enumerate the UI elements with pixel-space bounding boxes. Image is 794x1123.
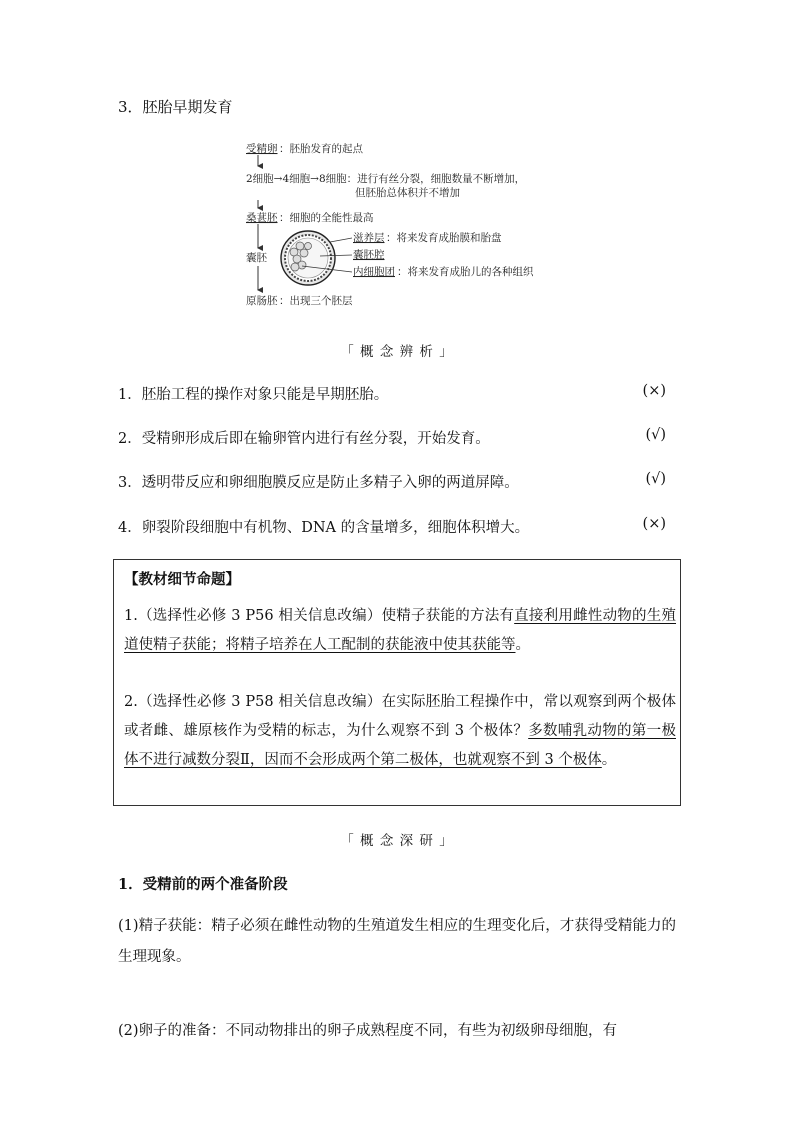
- q1-suffix: 。: [515, 637, 530, 653]
- judgment-mark: (√): [645, 427, 666, 443]
- q1-answer: 直接利用雌性动物的生殖道使精子获能；将精子培养在人工配制的获能液中使其获能等: [124, 608, 677, 653]
- stage3-desc: ：细胞的全能性最高: [279, 212, 374, 224]
- box-title: 【教材细节命题】: [124, 571, 240, 588]
- judgment-item: [118, 471, 666, 492]
- diagram-svg: [240, 138, 570, 313]
- judgment-text: 4．卵裂阶段细胞中有机物、DNA 的含量增多，细胞体积增大。: [118, 520, 530, 536]
- trophoblast-desc: ：将来发育成胎膜和胎盘: [386, 232, 502, 244]
- blastocyst-illustration: [281, 231, 335, 285]
- stage3-label: 桑葚胚: [246, 212, 278, 224]
- stage5-label: 原肠胚: [246, 295, 278, 307]
- stage5-desc: ：出现三个胚层: [279, 295, 353, 307]
- q2-answer: 多数哺乳动物的第一极体不进行减数分裂Ⅱ，因而不会形成两个第二极体，也就观察不到 3 个极体: [124, 723, 676, 768]
- concept-deep-title: 「 概 念 深 研 」: [340, 833, 454, 849]
- judgment-text: 1．胚胎工程的操作对象只能是早期胚胎。: [118, 387, 389, 403]
- deep-paragraph-2: (2)卵子的准备：不同动物排出的卵子成熟程度不同，有些为初级卵母细胞，有: [118, 1023, 618, 1039]
- section-heading: 3．胚胎早期发育: [118, 98, 233, 116]
- stage2-line2: 但胚胎总体积并不增加: [355, 187, 460, 199]
- judgment-item: [118, 516, 666, 537]
- icm-label: 内细胞团: [353, 266, 395, 278]
- judgment-mark: (×): [642, 516, 666, 532]
- deep-subhead: 1．受精前的两个准备阶段: [118, 876, 288, 893]
- trophoblast-label: 滋养层: [353, 232, 385, 244]
- judgment-item: [118, 383, 666, 404]
- textbook-detail-box: [113, 559, 681, 806]
- q2-prefix: 2.（选择性必修 3 P58 相关信息改编）在实际胚胎工程操作中，常以观察到两个极体或者雌、雄原核作为受精的标志，为什么观察不到 3 个极体？: [124, 694, 676, 739]
- judgment-text: 3．透明带反应和卵细胞膜反应是防止多精子入卵的两道屏障。: [118, 475, 519, 491]
- stage4-label: 囊胚: [246, 252, 267, 264]
- icm-desc: ：将来发育成胎儿的各种组织: [397, 266, 534, 278]
- stage2-line1: 2细胞→4细胞→8细胞：进行有丝分裂，细胞数量不断增加，: [246, 173, 526, 185]
- judgment-mark: (√): [645, 471, 666, 487]
- q1-prefix: 1.（选择性必修 3 P56 相关信息改编）使精子获能的方法有: [124, 608, 515, 624]
- embryo-development-diagram: [240, 138, 570, 313]
- blastocoel-label: 囊胚腔: [353, 249, 385, 261]
- stage1-label: 受精卵: [246, 143, 278, 155]
- box-question-1: [124, 602, 676, 660]
- stage1-desc: ：胚胎发育的起点: [279, 143, 363, 155]
- q2-suffix: 。: [601, 752, 617, 768]
- judgment-mark: (×): [642, 383, 666, 399]
- judgment-text: 2．受精卵形成后即在输卵管内进行有丝分裂，开始发育。: [118, 431, 490, 447]
- concept-analysis-title: 「 概 念 辨 析 」: [340, 344, 454, 360]
- judgment-item: [118, 427, 666, 448]
- box-question-2: [124, 688, 676, 775]
- deep-paragraph-1: (1)精子获能：精子必须在雌性动物的生殖道发生相应的生理变化后，才获得受精能力的生理现象。: [118, 918, 676, 965]
